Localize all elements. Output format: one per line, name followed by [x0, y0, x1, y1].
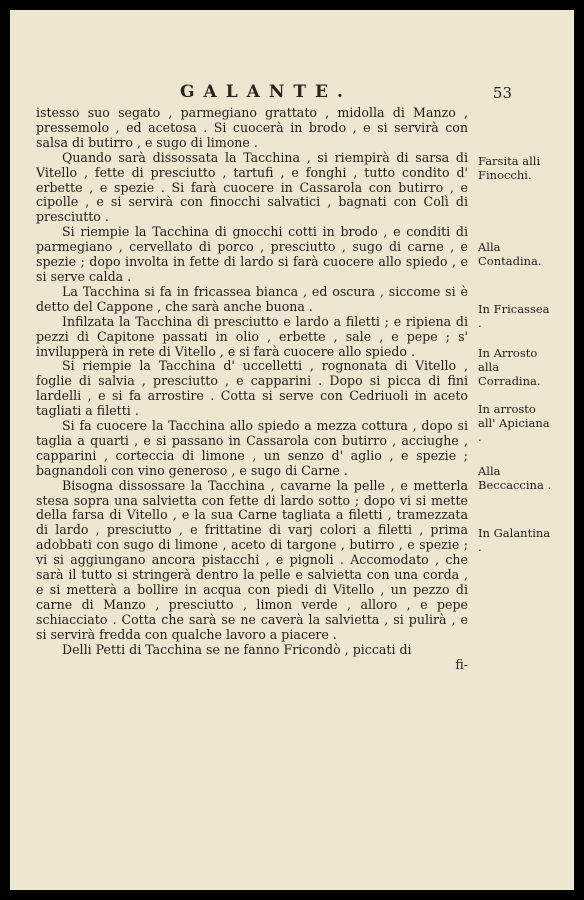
paragraph: La Tacchina si fa in fricassea bianca , ed oscura , siccome si è detto del Cappone , che sarà anche buona . — [36, 283, 468, 314]
paragraph: Si riempie la Tacchina d' uccelletti , rognonata di Vitello , foglie di salvia , presciutto , e capparini . Dopo si picca di fini lardelli , e si fa arrostire . Cotta si serve con Cedriuoli in aceto tagliati a filetti . — [36, 358, 468, 419]
margin-note: In Fricassea . — [478, 302, 550, 330]
running-title: GALANTE. — [180, 82, 352, 102]
page-number: 53 — [492, 84, 512, 102]
paragraph: istesso suo segato , parmegiano grattato , midolla di Manzo , pressemolo , ed acetosa . Si cuocerà in brodo , e si servirà con salsa di butirro , e sugo di limone . — [36, 105, 468, 150]
paragraph: Quando sarà dissossata la Tacchina , si riempirà di sarsa di Vitello , fette di presciutto , tartufi , e fonghi , tutto condito d' erbette , e spezie . Si farà cuocere in Cassarola con butirro , e cipolle , e si servirà con finocchi salvatici , bagnati con Colì di presciutto . — [36, 149, 468, 225]
paragraph: Bisogna dissossare la Tacchina , cavarne la pelle , e metterla stesa sopra una salvietta con fette di lardo sotto ; dopo vi si mette della farsa di Vitello , e la sua Carne tagliata a filetti , tramezzata di lardo , presciutto , e frittatine di varj colori a filetti , prima adobbati con sugo di limone , aceto di targone , butirro , e spezie ; vi si aggiungano ancora pistacchi , e pignoli . Accomodato , che sarà il tutto si stringerà dentro la pelle e salvietta con una corda , e si metterà a bollire in acqua con piedi di Vitello , un pezzo di carne di Manzo , presciutto , limon verde , alloro , e pepe schiacciato . Cotta che sarà se ne caverà la salvietta , si pulirà , e si servirà fredda con qualche lavoro a piacere . — [36, 477, 468, 642]
margin-note: Alla Beccaccina . — [478, 464, 552, 492]
margin-note: In Galantina . — [478, 526, 551, 554]
book-page — [10, 10, 574, 890]
paragraph: Infilzata la Tacchina di presciutto e lardo a filetti ; e ripiena di pezzi di Capitone passati in olio , erbette , sale , e pepe ; s' invilupperà in rete di Vitello , e si farà cuocere allo spiedo . — [36, 313, 468, 359]
body-text — [36, 106, 468, 672]
margin-note: In arrosto all' Apiciana . — [478, 402, 550, 444]
margin-note: In Arrosto alla Corradina. — [478, 346, 541, 388]
paragraph: Delli Petti di Tacchina se ne fanno Fricondò , piccati di — [62, 641, 412, 657]
paragraph: Si fa cuocere la Tacchina allo spiedo a mezza cottura , dopo si taglia a quarti , e si passano in Cassarola con butirro , acciughe , capparini , corteccia di limone , un senzo d' aglio , e spezie ; bagnandoli con vino generoso , e sugo di Carne . — [36, 418, 468, 478]
catchword: fi- — [455, 656, 468, 672]
margin-note: Farsita alli Finocchi. — [478, 154, 541, 182]
paragraph: Si riempie la Tacchina di gnocchi cotti in brodo , e conditi di parmegiano , cervellato di porco , presciutto , sugo di carne , e spezie ; dopo involta in fette di lardo si farà cuocere allo spiedo , e si serve calda . — [36, 224, 468, 284]
margin-note: Alla Contadina. — [478, 240, 542, 268]
